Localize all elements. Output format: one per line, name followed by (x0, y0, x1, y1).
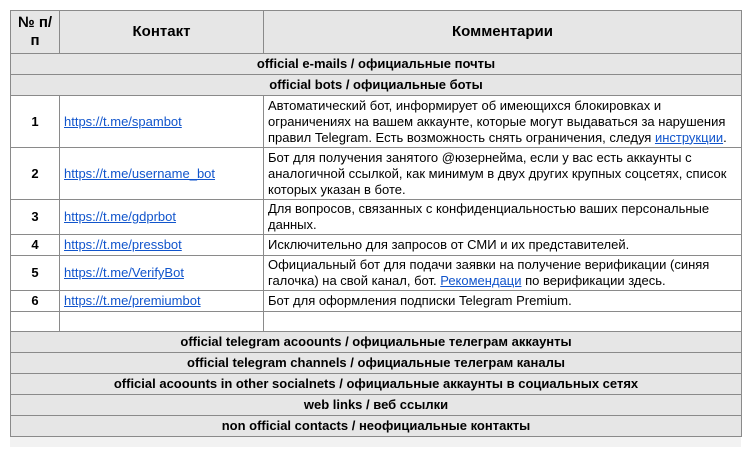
empty-row (11, 312, 742, 332)
header-row (11, 11, 742, 54)
comment-cell (264, 148, 742, 200)
table-row (11, 291, 742, 312)
section-tg-channels-label: official telegram channels / официальные телеграм каналы (11, 353, 742, 374)
comment-text-end: по верификации здесь. (521, 273, 666, 288)
comment-text: Для вопросов, связанных с конфиденциальностью ваших персональные данных. (268, 201, 710, 232)
table-row (11, 200, 742, 235)
section-non-official-label: non official contacts / неофициальные контакты (11, 416, 742, 437)
section-bots-label: official bots / официальные боты (11, 75, 742, 96)
row-number: 6 (11, 291, 60, 312)
row-number: 2 (11, 148, 60, 200)
comment-cell (264, 96, 742, 148)
comment-text: Бот для получения занятого @юзернейма, если у вас есть аккаунты с аналогичной ссылкой, как минимум в двух других крупных соцсетях, список которых указан в боте. (268, 149, 727, 197)
recommendations-link[interactable]: Рекомендаци (440, 273, 522, 288)
contact-cell (60, 148, 264, 200)
comment-cell (264, 256, 742, 291)
contact-cell (60, 96, 264, 148)
table-row (11, 256, 742, 291)
empty-cell (264, 312, 742, 332)
section-row-other-social (11, 374, 742, 395)
comment-text: Автоматический бот, информирует об имеющихся блокировках и ограничениях на вашем аккаунте, которые могут выдаваться за нарушения правил Telegram. Есть возможность снять ограничения, следуя (268, 97, 726, 145)
row-number: 5 (11, 256, 60, 291)
section-row-tg-channels (11, 353, 742, 374)
header-contact: Контакт (60, 11, 264, 54)
comment-cell (264, 291, 742, 312)
contact-link[interactable]: https://t.me/premiumbot (64, 293, 201, 308)
contact-cell (60, 200, 264, 235)
header-num: № п/п (11, 11, 60, 54)
comment-text: Исключительно для запросов от СМИ и их представителей. (268, 237, 630, 252)
empty-cell (11, 312, 60, 332)
row-number: 4 (11, 235, 60, 256)
contact-link[interactable]: https://t.me/spambot (64, 113, 182, 129)
row-number: 3 (11, 200, 60, 235)
table-row (11, 235, 742, 256)
comment-text: Бот для оформления подписки Telegram Premium. (268, 293, 572, 308)
table-row (11, 96, 742, 148)
section-other-social-label: official acoounts in other socialnets / официальные аккаунты в социальных сетях (11, 374, 742, 395)
section-row-emails (11, 54, 742, 75)
section-row-web-links (11, 395, 742, 416)
section-emails-label: official e-mails / официальные почты (11, 54, 742, 75)
contact-link[interactable]: https://t.me/pressbot (64, 237, 182, 252)
empty-cell (60, 312, 264, 332)
contact-link[interactable]: https://t.me/gdprbot (64, 209, 177, 224)
header-comment: Комментарии (264, 11, 742, 54)
comment-cell (264, 235, 742, 256)
section-row-non-official (11, 416, 742, 437)
section-row-tg-accounts (11, 332, 742, 353)
contacts-sheet (10, 10, 741, 447)
comment-text-end: . (723, 129, 727, 145)
section-web-links-label: web links / веб ссылки (11, 395, 742, 416)
section-row-bots (11, 75, 742, 96)
table-row (11, 148, 742, 200)
row-number: 1 (11, 96, 60, 148)
instructions-link[interactable]: инструкции (654, 129, 724, 145)
contact-cell (60, 256, 264, 291)
contact-cell (60, 235, 264, 256)
contact-cell (60, 291, 264, 312)
comment-cell (264, 200, 742, 235)
contacts-table (10, 10, 742, 437)
section-tg-accounts-label: official telegram acoounts / официальные телеграм аккаунты (11, 332, 742, 353)
comment-text: Официальный бот для подачи заявки на получение верификации (синяя галочка) на свой канал, бот. (268, 257, 710, 288)
contact-link[interactable]: https://t.me/username_bot (64, 165, 216, 181)
contact-link[interactable]: https://t.me/VerifyBot (64, 265, 184, 280)
